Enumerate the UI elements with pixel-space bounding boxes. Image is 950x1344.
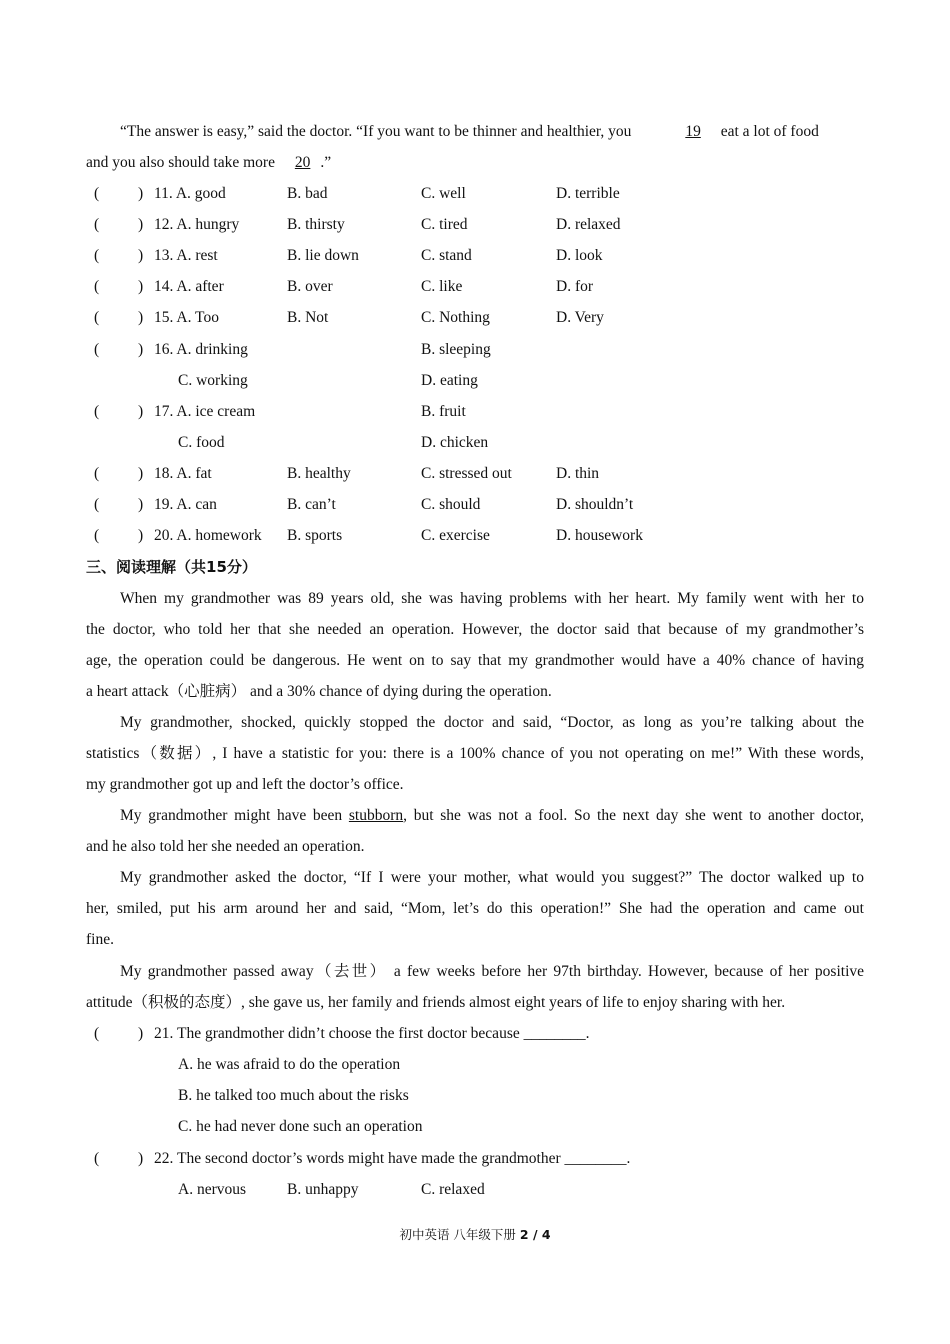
passage-line: my grandmother got up and left the doctor’s office. [86,776,404,793]
option-d: D. Very [556,309,604,326]
option-d: D. thin [556,465,600,482]
option-a: 14. A. after [154,278,224,295]
cloze-question-17 [86,402,866,422]
intro-text: and you also should take more [86,154,275,171]
passage-line [86,806,864,826]
option-c: C. stressed out [421,465,512,482]
blank-19: 19 [685,123,701,140]
intro-text: eat a lot of food [720,123,819,140]
passage-line: age, the operation could be dangerous. He went on to say that my grandmother would have a 40% chance of having [86,652,864,669]
option-b: B. can’t [287,496,336,513]
passage-line: When my grandmother was 89 years old, she was having problems with her heart. My family went with her to [120,590,864,607]
option-d: D. eating [421,372,478,389]
option-c: C. exercise [421,527,490,544]
option-c: C. relaxed [421,1181,485,1198]
option-c: C. he had never done such an operation [178,1118,423,1135]
answer-paren-open: ( [94,247,100,264]
answer-paren-open: ( [94,341,100,358]
reading-question-21 [86,1024,866,1044]
option-a: 17. A. ice cream [154,403,256,420]
cloze-question-15 [86,308,866,328]
passage-text: , but she was not a fool. So the next day she went to another doctor, [403,807,865,824]
option-a: 11. A. good [154,185,226,202]
underlined-word: stubborn [348,807,404,824]
answer-paren-close: ) [138,1150,144,1167]
option-b: B. over [287,278,333,295]
option-b: B. lie down [287,247,359,264]
option-c: C. working [178,372,248,389]
passage-text: My grandmother might have been [120,807,343,824]
option-d: D. shouldn’t [556,496,634,513]
option-b: B. sports [287,527,343,544]
option-b: B. bad [287,185,328,202]
option-c: C. food [178,434,225,451]
answer-paren-open: ( [94,465,100,482]
cloze-question-16 [86,340,866,360]
passage-line: fine. [86,931,114,948]
option-d: D. look [556,247,603,264]
answer-paren-close: ) [138,309,144,326]
option-b: B. unhappy [287,1181,359,1198]
answer-paren-open: ( [94,309,100,326]
option-b: B. healthy [287,465,351,482]
blank-20: 20 [294,154,311,171]
option-c: C. well [421,185,466,202]
cloze-question-20 [86,526,866,546]
answer-paren-close: ) [138,247,144,264]
option-a: 16. A. drinking [154,341,248,358]
page-number: 2 / 4 [519,1227,551,1242]
intro-line-2 [86,153,864,173]
answer-paren-close: ) [138,496,144,513]
page-footer [0,1225,950,1243]
option-a: 18. A. fat [154,465,212,482]
answer-paren-close: ) [138,185,144,202]
answer-paren-open: ( [94,216,100,233]
cloze-question-16-row2 [86,371,866,391]
option-a: 20. A. homework [154,527,262,544]
option-c: C. should [421,496,481,513]
option-a: 13. A. rest [154,247,218,264]
passage-line: and he also told her she needed an operation. [86,838,365,855]
passage-line: My grandmother asked the doctor, “If I were your mother, what would you suggest?” The doctor walked up to [120,869,864,886]
question-stem: 22. The second doctor’s words might have made the grandmother ________. [154,1150,631,1167]
section-heading-reading: 三、阅读理解（共15分） [86,558,257,576]
passage-line: My grandmother, shocked, quickly stopped the doctor and said, “Doctor, as long as you’re talking about the [120,714,864,731]
answer-paren-open: ( [94,403,100,420]
option-b: B. he talked too much about the risks [178,1087,409,1104]
answer-paren-close: ) [138,278,144,295]
answer-paren-close: ) [138,465,144,482]
answer-paren-close: ) [138,403,144,420]
option-d: D. terrible [556,185,620,202]
reading-question-22-options [86,1180,866,1200]
passage-line: statistics（数据）, I have a statistic for you: there is a 100% chance of you not operating on me!” With these words, [86,745,864,762]
option-a: 15. A. Too [154,309,219,326]
cloze-question-19 [86,495,866,515]
option-a: A. he was afraid to do the operation [178,1056,401,1073]
option-c: C. Nothing [421,309,490,326]
answer-paren-close: ) [138,1025,144,1042]
passage-line: a heart attack（心脏病） and a 30% chance of dying during the operation. [86,683,552,700]
cloze-question-18 [86,464,866,484]
option-b: B. fruit [421,403,466,420]
option-d: D. chicken [421,434,489,451]
footer-text: 初中英语 八年级下册 [399,1227,520,1242]
answer-paren-open: ( [94,527,100,544]
cloze-question-12 [86,215,866,235]
passage-line: attitude（积极的态度）, she gave us, her family and friends almost eight years of life to enjoy sharing with her. [86,994,786,1011]
option-b: B. sleeping [421,341,491,358]
passage-line: her, smiled, put his arm around her and said, “Mom, let’s do this operation!” She had the operation and came out [86,900,864,917]
option-a: A. nervous [178,1181,247,1198]
option-c: C. tired [421,216,468,233]
intro-text: “The answer is easy,” said the doctor. “If you want to be thinner and healthier, you [120,123,632,140]
option-d: D. relaxed [556,216,621,233]
intro-text: .” [320,154,332,171]
option-c: C. like [421,278,463,295]
answer-paren-open: ( [94,496,100,513]
answer-paren-close: ) [138,216,144,233]
answer-paren-close: ) [138,341,144,358]
answer-paren-open: ( [94,1150,100,1167]
cloze-question-13 [86,246,866,266]
answer-paren-open: ( [94,278,100,295]
cloze-question-14 [86,277,866,297]
answer-paren-open: ( [94,1025,100,1042]
reading-question-22 [86,1149,866,1169]
cloze-question-17-row2 [86,433,866,453]
intro-line-1 [86,122,864,142]
option-b: B. thirsty [287,216,345,233]
option-d: D. housework [556,527,643,544]
passage-line: the doctor, who told her that she needed an operation. However, the doctor said that because of my grandmother’s [86,621,864,638]
passage-line: My grandmother passed away（去世） a few weeks before her 97th birthday. However, because of her positive [120,963,864,980]
answer-paren-open: ( [94,185,100,202]
question-stem: 21. The grandmother didn’t choose the first doctor because ________. [154,1025,590,1042]
option-d: D. for [556,278,594,295]
option-b: B. Not [287,309,329,326]
option-a: 12. A. hungry [154,216,240,233]
option-c: C. stand [421,247,472,264]
cloze-question-11 [86,184,866,204]
option-a: 19. A. can [154,496,217,513]
answer-paren-close: ) [138,527,144,544]
